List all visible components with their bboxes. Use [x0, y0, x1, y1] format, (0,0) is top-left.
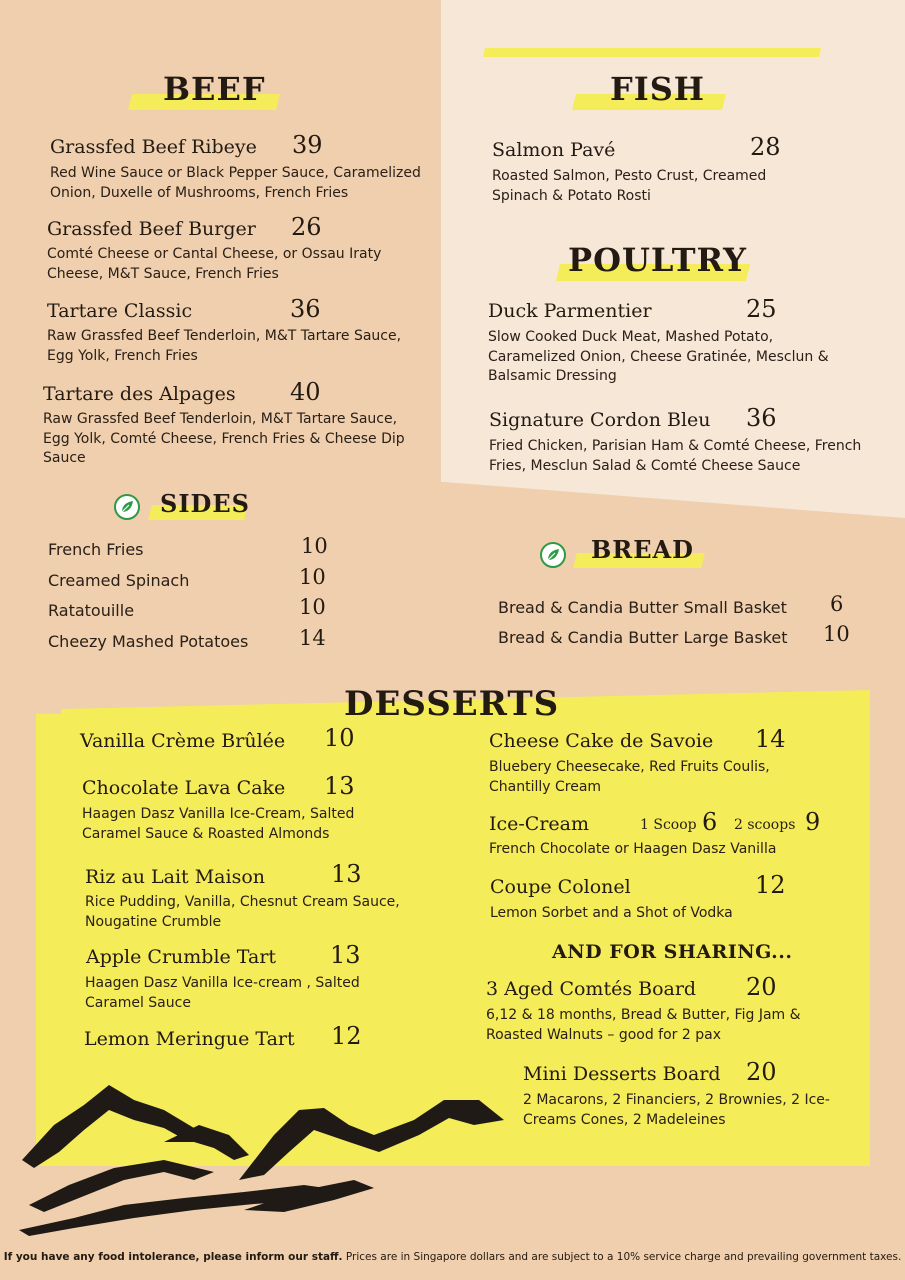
side-item-price: 10	[299, 595, 326, 619]
side-item-price: 14	[299, 626, 326, 650]
vegetarian-leaf-icon	[540, 542, 566, 568]
beef-item-price: 26	[291, 213, 322, 241]
bread-title: BREAD	[591, 535, 694, 564]
beef-item-price: 40	[290, 378, 321, 406]
bread-item-price: 10	[823, 622, 850, 646]
sides-title: SIDES	[160, 489, 250, 518]
fish-item-name: Salmon Pavé	[492, 139, 616, 161]
side-item-name: Creamed Spinach	[48, 571, 190, 590]
icecream-one-label: 1 Scoop	[640, 817, 697, 833]
mountain-illustration	[14, 1080, 514, 1240]
poultry-item-price: 36	[746, 404, 777, 432]
poultry-item-price: 25	[746, 295, 777, 323]
dessert-item-name: Lemon Meringue Tart	[84, 1028, 295, 1050]
fish-top-highlight	[483, 48, 821, 57]
dessert-item-price: 12	[755, 871, 786, 899]
icecream-name: Ice-Cream	[489, 813, 590, 835]
desserts-title: DESSERTS	[344, 684, 560, 724]
beef-item-name: Grassfed Beef Ribeye	[50, 136, 257, 158]
dessert-item-name: Apple Crumble Tart	[86, 946, 277, 968]
icecream-two-price: 9	[805, 808, 821, 836]
footer-note	[0, 1251, 905, 1263]
dessert-item-desc: Haagen Dasz Vanilla Ice-Cream, Salted Caramel Sauce & Roasted Almonds	[82, 806, 355, 842]
sharing-item-price: 20	[746, 973, 777, 1001]
sharing-item-name: 3 Aged Comtés Board	[486, 978, 697, 1000]
beef-item-price: 39	[292, 131, 323, 159]
bread-item-name: Bread & Candia Butter Small Basket	[498, 598, 787, 617]
dessert-item-name: Cheese Cake de Savoie	[489, 730, 714, 752]
sharing-item-price: 20	[746, 1058, 777, 1086]
sharing-item-desc: 2 Macarons, 2 Financiers, 2 Brownies, 2 Ice-Creams Cones, 2 Madeleines	[523, 1092, 830, 1128]
sharing-item-desc: 6,12 & 18 months, Bread & Butter, Fig Jam & Roasted Walnuts – good for 2 pax	[486, 1007, 801, 1043]
dessert-item-desc: Lemon Sorbet and a Shot of Vodka	[490, 905, 733, 921]
dessert-item-price: 13	[330, 941, 361, 969]
dessert-item-price: 14	[755, 725, 786, 753]
side-item-price: 10	[299, 565, 326, 589]
fish-item-price: 28	[750, 133, 781, 161]
beef-item-desc: Raw Grassfed Beef Tenderloin, M&T Tartare Sauce, Egg Yolk, Comté Cheese, French Fries & Cheese Dip Sauce	[43, 411, 405, 466]
beef-item-desc: Red Wine Sauce or Black Pepper Sauce, Caramelized Onion, Duxelle of Mushrooms, French Fries	[50, 165, 421, 201]
beef-item-price: 36	[290, 295, 321, 323]
dessert-item-name: Vanilla Crème Brûlée	[80, 730, 286, 752]
icecream-one-price: 6	[702, 808, 718, 836]
fish-title: FISH	[610, 70, 706, 108]
dessert-item-name: Coupe Colonel	[490, 876, 631, 898]
poultry-item-name: Signature Cordon Bleu	[489, 409, 711, 431]
side-item-name: Cheezy Mashed Potatoes	[48, 632, 249, 651]
icecream-two-label: 2 scoops	[734, 817, 796, 833]
bread-item-name: Bread & Candia Butter Large Basket	[498, 628, 788, 647]
bread-item-price: 6	[830, 592, 844, 616]
dessert-item-desc: Bluebery Cheesecake, Red Fruits Coulis, Chantilly Cream	[489, 759, 770, 795]
dessert-item-price: 13	[331, 860, 362, 888]
side-item-name: Ratatouille	[48, 601, 135, 620]
beef-item-name: Tartare des Alpages	[43, 383, 236, 405]
dessert-item-price: 10	[324, 724, 355, 752]
icecream-desc: French Chocolate or Haagen Dasz Vanilla	[489, 841, 777, 857]
dessert-item-name: Riz au Lait Maison	[85, 866, 266, 888]
beef-title: BEEF	[163, 70, 266, 108]
dessert-item-name: Chocolate Lava Cake	[82, 777, 286, 799]
dessert-item-price: 13	[324, 772, 355, 800]
beef-item-name: Grassfed Beef Burger	[47, 218, 256, 240]
poultry-title: POULTRY	[568, 241, 747, 279]
side-item-name: French Fries	[48, 540, 144, 559]
poultry-item-desc: Fried Chicken, Parisian Ham & Comté Cheese, French Fries, Mesclun Salad & Comté Cheese Sauce	[489, 438, 862, 474]
beef-item-desc: Raw Grassfed Beef Tenderloin, M&T Tartare Sauce, Egg Yolk, French Fries	[47, 328, 402, 364]
sharing-title: AND FOR SHARING...	[552, 941, 793, 963]
dessert-item-price: 12	[331, 1022, 362, 1050]
dessert-item-desc: Haagen Dasz Vanilla Ice-cream , Salted Caramel Sauce	[85, 975, 360, 1011]
footer-bold: If you have any food intolerance, please inform our staff.	[3, 1251, 343, 1263]
poultry-item-name: Duck Parmentier	[488, 300, 652, 322]
vegetarian-leaf-icon	[114, 494, 140, 520]
poultry-item-desc: Slow Cooked Duck Meat, Mashed Potato, Caramelized Onion, Cheese Gratinée, Mesclun & Balsamic Dressing	[488, 329, 829, 384]
beef-item-name: Tartare Classic	[47, 300, 193, 322]
beef-item-desc: Comté Cheese or Cantal Cheese, or Ossau Iraty Cheese, M&T Sauce, French Fries	[47, 246, 382, 282]
sharing-item-name: Mini Desserts Board	[523, 1063, 721, 1085]
side-item-price: 10	[301, 534, 328, 558]
footer-rest: Prices are in Singapore dollars and are subject to a 10% service charge and prevailing government taxes.	[342, 1251, 902, 1263]
dessert-item-desc: Rice Pudding, Vanilla, Chesnut Cream Sauce, Nougatine Crumble	[85, 894, 400, 930]
fish-item-desc: Roasted Salmon, Pesto Crust, Creamed Spinach & Potato Rosti	[492, 168, 767, 204]
